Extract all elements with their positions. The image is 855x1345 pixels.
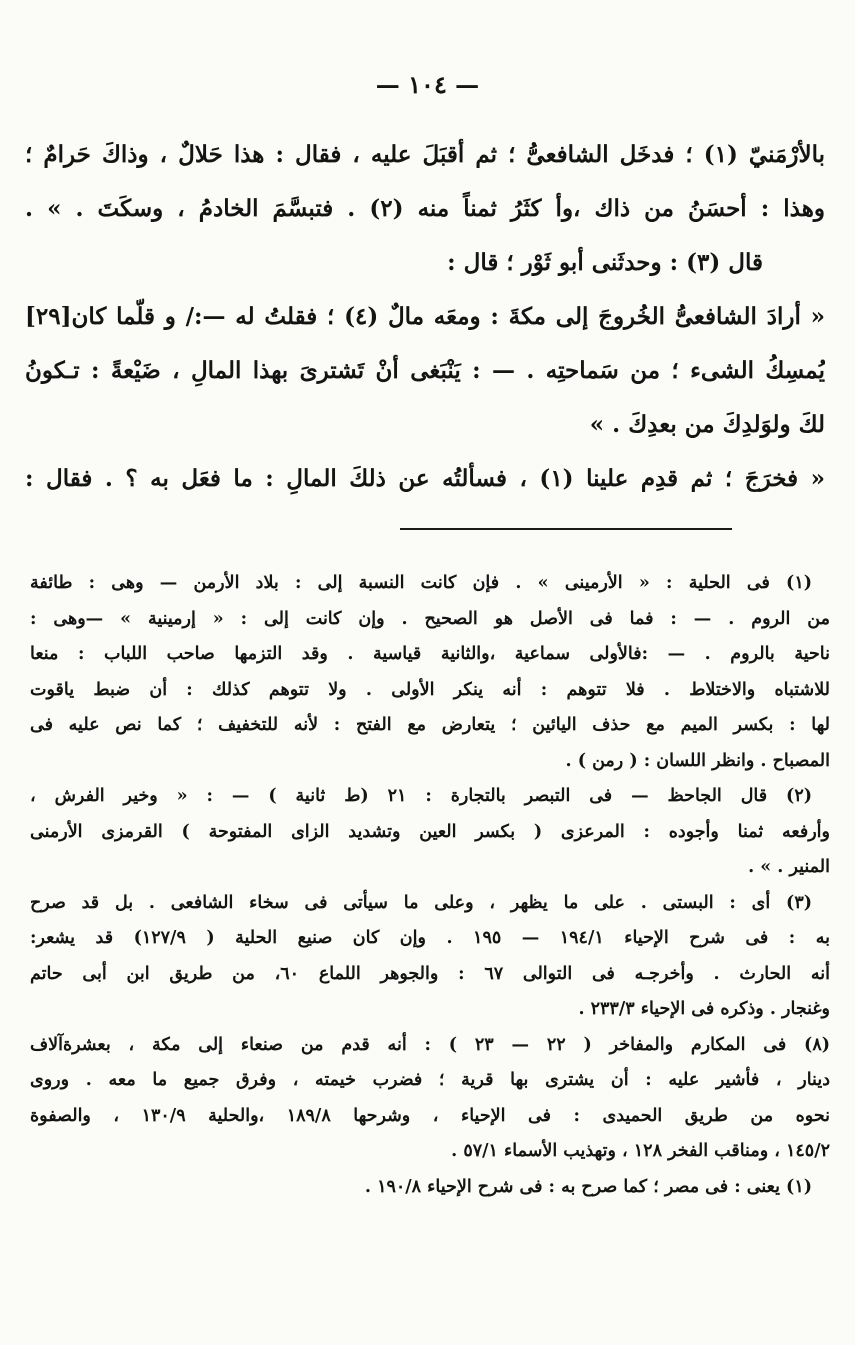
- footnote-line: (٨) فى المكارم والمفاخر ( ٢٢ — ٢٣ ) : أنه قدم من صنعاء إلى مكة ، بعشرةآلاف: [30, 1034, 830, 1055]
- main-line: يُمسِكُ الشىء ؛ من سَماحتِه . — : يَنْبَغى أنْ تَشترىَ بهذا المالِ ، ضَيْعةً : تـكونُ: [25, 357, 825, 384]
- main-line: وهذا : أحسَنُ من ذاك ،وأ كثَرُ ثمناً منه (٢) . فتبسَّمَ الخادمُ ، وسكَتَ . » .: [25, 195, 825, 222]
- footnote-line: وأرفعه ثمنا وأجوده : المرعزى ( بكسر العين وتشديد الزاى المفتوحة ) القرمزى الأرمنى: [30, 821, 830, 842]
- footnote-line: (٢) قال الجاحظ — فى التبصر بالتجارة : ٢١ (ط ثانية ) — : « وخير الفرش ،: [30, 786, 812, 806]
- footnote-line: (٣) أى : البستى . على ما يظهر ، وعلى ما سيأتى فى سخاء الشافعى . بل قد صرح: [30, 892, 812, 913]
- footnote-line: لها : بكسر الميم مع حذف اليائين ؛ يتعارض مع الفتح : لأنه للتخفيف ؛ كما نص عليه فى: [30, 715, 830, 735]
- footnote-line: وغنجار . وذكره فى الإحياء ٢٣٣/٣ .: [578, 999, 830, 1019]
- main-line: بالأرْمَنيّ (١) ؛ فدخَل الشافعىُّ ؛ ثم أقبَلَ عليه ، فقال : هذا حَلالٌ ، وذاكَ حَرامٌ ؛: [25, 141, 825, 168]
- main-line: « أرادَ الشافعىُّ الخُروجَ إلى مكةَ : ومعَه مالٌ (٤) ؛ فقلتُ له —:/ و قلّما كان[٢٩]: [25, 303, 825, 330]
- footnote-line: المنير . » .: [748, 857, 830, 877]
- footnote-line: نحوه من طريق الحميدى : فى الإحياء ، وشرحها ١٨٩/٨ ،والحلية ١٣٠/٩ ، والصفوة: [30, 1105, 830, 1126]
- footnote-line: من الروم . — : فما فى الأصل هو الصحيح . وإن كانت إلى : « إرمينية » —وهى :: [30, 608, 830, 629]
- footnote-line: للاشتباه والاختلاط . فلا تتوهم : أنه ينكر الأولى . ولا تتوهم كذلك : أن ضبط ياقوت: [30, 679, 830, 700]
- footnote-line: دينار ، فأشير عليه : أن يشترى بها قرية ؛ فضرب خيمته ، وفرق جميع ما معه . وروى: [30, 1070, 830, 1090]
- footnote-separator: [400, 528, 732, 530]
- footnote-line: (١) فى الحلية : « الأرمينى » . فإن كانت النسبة إلى : بلاد الأرمن — وهى : طائفة: [30, 573, 812, 593]
- footnote-line: (١) يعنى : فى مصر ؛ كما صرح به : فى شرح الإحياء ١٩٠/٨ .: [364, 1176, 812, 1197]
- footnotes: [30, 566, 830, 1205]
- main-text: [25, 128, 825, 506]
- page-number: — ١٠٤ —: [375, 70, 480, 99]
- footnote-line: به : فى شرح الإحياء ١٩٤/١ — ١٩٥ . وإن كان صنيع الحلية ( ١٢٧/٩) قد يشعر:: [30, 928, 830, 948]
- footnote-line: أنه الحارث . وأخرجـه فى التوالى ٦٧ : والجوهر اللماع ٦٠، من طريق ابن أبى حاتم: [30, 963, 830, 984]
- main-line: « فخرَجَ ؛ ثم قدِم علينا (١) ، فسألتُه عن ذلكَ المالِ : ما فعَل به ؟ . فقال :: [25, 465, 825, 492]
- footnote-line: ١٤٥/٢ ، ومناقب الفخر ١٢٨ ، وتهذيب الأسماء ٥٧/١ .: [451, 1141, 830, 1161]
- main-line: قال (٣) : وحدثَنى أبو ثَوْر ؛ قال :: [447, 249, 763, 276]
- main-line: لكَ ولوَلدِكَ من بعدِكَ . »: [589, 411, 825, 438]
- footnote-line: ناحية بالروم . — :فالأولى سماعية ،والثانية قياسية . وقد التزمها صاحب اللباب : منعا: [30, 644, 830, 664]
- footnote-line: المصباح . وانظر اللسان : ( رمن ) .: [565, 750, 830, 771]
